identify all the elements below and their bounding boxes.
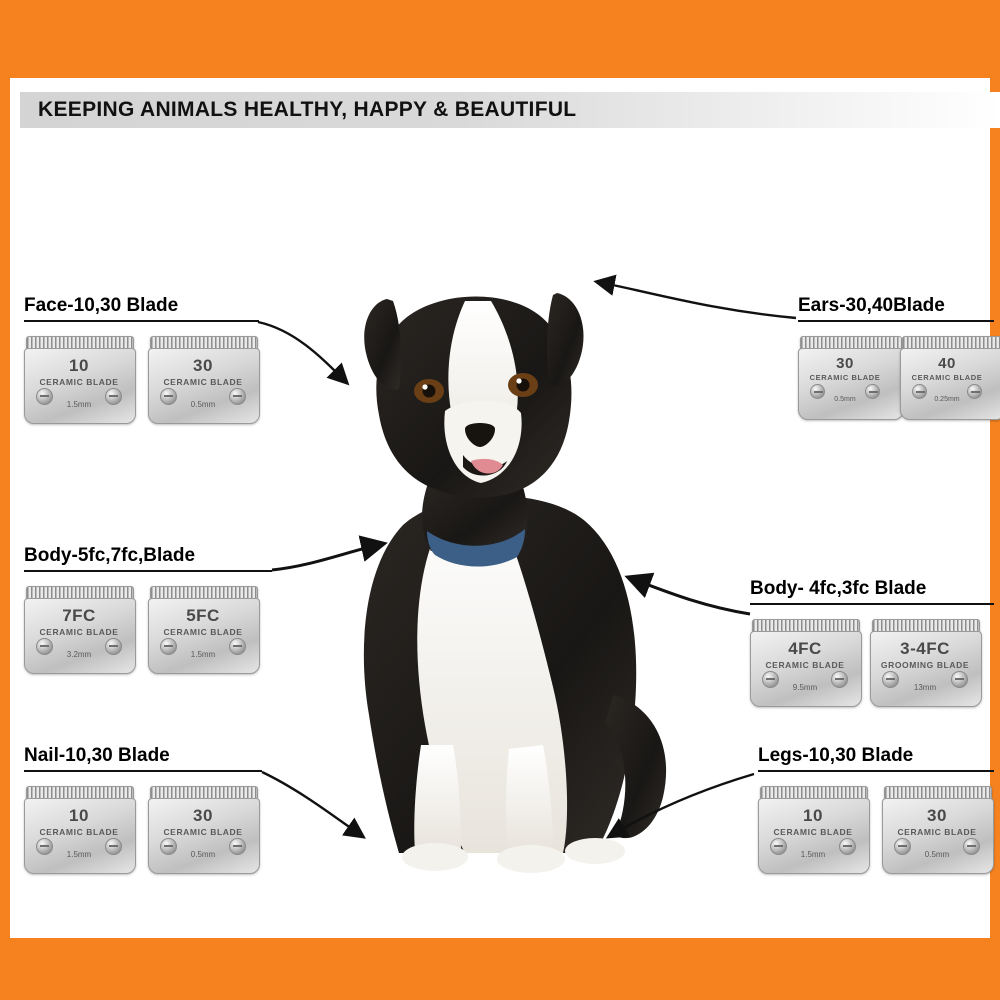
- blade-type: CERAMIC BLADE: [897, 827, 977, 837]
- blade-number: 10: [69, 356, 89, 375]
- blade-number: 30: [193, 806, 213, 825]
- blade-card: [750, 619, 860, 705]
- annotation-nail-blades: [24, 786, 262, 872]
- annotation-body-right-rule: [750, 603, 994, 605]
- annotation-body-right-label: Body- 4fc,3fc Blade: [750, 578, 927, 599]
- blade-number: 10: [69, 806, 89, 825]
- annotation-body-left-rule: [24, 570, 272, 572]
- blade-card: [148, 786, 258, 872]
- blade-card: [870, 619, 980, 705]
- blade-size: 0.5mm: [190, 850, 216, 859]
- annotation-legs: [758, 745, 994, 872]
- blade-size: 1.5mm: [190, 650, 216, 659]
- blade-size: 0.5mm: [190, 400, 216, 409]
- blade-type: CERAMIC BLADE: [911, 373, 983, 382]
- blade-size: 0.5mm: [834, 396, 856, 403]
- annotation-body-left-label: Body-5fc,7fc,Blade: [24, 545, 196, 566]
- blade-number: 5FC: [186, 606, 220, 625]
- blade-type: GROOMING BLADE: [880, 660, 970, 670]
- annotation-nail-label: Nail-10,30 Blade: [24, 745, 170, 766]
- blade-type: CERAMIC BLADE: [39, 827, 119, 837]
- annotation-ears-blades: [798, 336, 994, 418]
- blade-size: 9.5mm: [792, 683, 818, 692]
- blade-number: 30: [836, 355, 854, 372]
- blade-number: 40: [938, 355, 956, 372]
- blade-type: CERAMIC BLADE: [39, 377, 119, 387]
- annotation-body-left-blades: [24, 586, 272, 672]
- annotation-face-rule: [24, 320, 259, 322]
- blade-number: 3-4FC: [900, 639, 950, 658]
- blade-number: 30: [193, 356, 213, 375]
- blade-type: CERAMIC BLADE: [163, 377, 243, 387]
- annotation-ears-rule: [798, 320, 994, 322]
- blade-size: 1.5mm: [66, 400, 92, 409]
- blade-card: [24, 786, 134, 872]
- blade-type: CERAMIC BLADE: [163, 827, 243, 837]
- blade-number: 7FC: [62, 606, 96, 625]
- blade-type: CERAMIC BLADE: [163, 627, 243, 637]
- annotation-legs-blades: [758, 786, 994, 872]
- blade-number: 30: [927, 806, 947, 825]
- blade-type: CERAMIC BLADE: [765, 660, 845, 670]
- blade-size: 13mm: [913, 683, 937, 692]
- annotation-legs-label: Legs-10,30 Blade: [758, 745, 914, 766]
- blade-card: [24, 586, 134, 672]
- annotation-body-right-blades: [750, 619, 994, 705]
- annotation-face-label: Face-10,30 Blade: [24, 295, 179, 316]
- annotation-body-right: [750, 578, 994, 705]
- top-orange-bar: [10, 0, 1000, 78]
- blade-card: [24, 336, 134, 422]
- blade-type: CERAMIC BLADE: [39, 627, 119, 637]
- annotation-legs-rule: [758, 770, 994, 772]
- blade-card: [758, 786, 868, 872]
- blade-size: 1.5mm: [66, 850, 92, 859]
- annotation-body-left: [24, 545, 272, 672]
- blade-card: [148, 336, 258, 422]
- blade-size: 0.25mm: [934, 396, 960, 403]
- blade-size: 1.5mm: [800, 850, 826, 859]
- tagline-text: KEEPING ANIMALS HEALTHY, HAPPY & BEAUTIFUL: [38, 98, 577, 121]
- tagline-band: [20, 92, 1000, 128]
- annotation-nail: [24, 745, 262, 872]
- blade-number: 10: [803, 806, 823, 825]
- annotation-face: [24, 295, 259, 422]
- bottom-orange-bar: [10, 938, 1000, 1000]
- blade-card: [798, 336, 892, 418]
- blade-card: [900, 336, 994, 418]
- blade-size: 3.2mm: [66, 650, 92, 659]
- annotation-face-blades: [24, 336, 259, 422]
- blade-card: [882, 786, 992, 872]
- blade-type: CERAMIC BLADE: [809, 373, 881, 382]
- blade-type: CERAMIC BLADE: [773, 827, 853, 837]
- blade-number: 4FC: [788, 639, 822, 658]
- annotation-nail-rule: [24, 770, 262, 772]
- blade-size: 0.5mm: [924, 850, 950, 859]
- annotation-ears-label: Ears-30,40Blade: [798, 295, 945, 316]
- dog-photo: [295, 225, 695, 885]
- annotation-ears: [798, 295, 994, 418]
- blade-card: [148, 586, 258, 672]
